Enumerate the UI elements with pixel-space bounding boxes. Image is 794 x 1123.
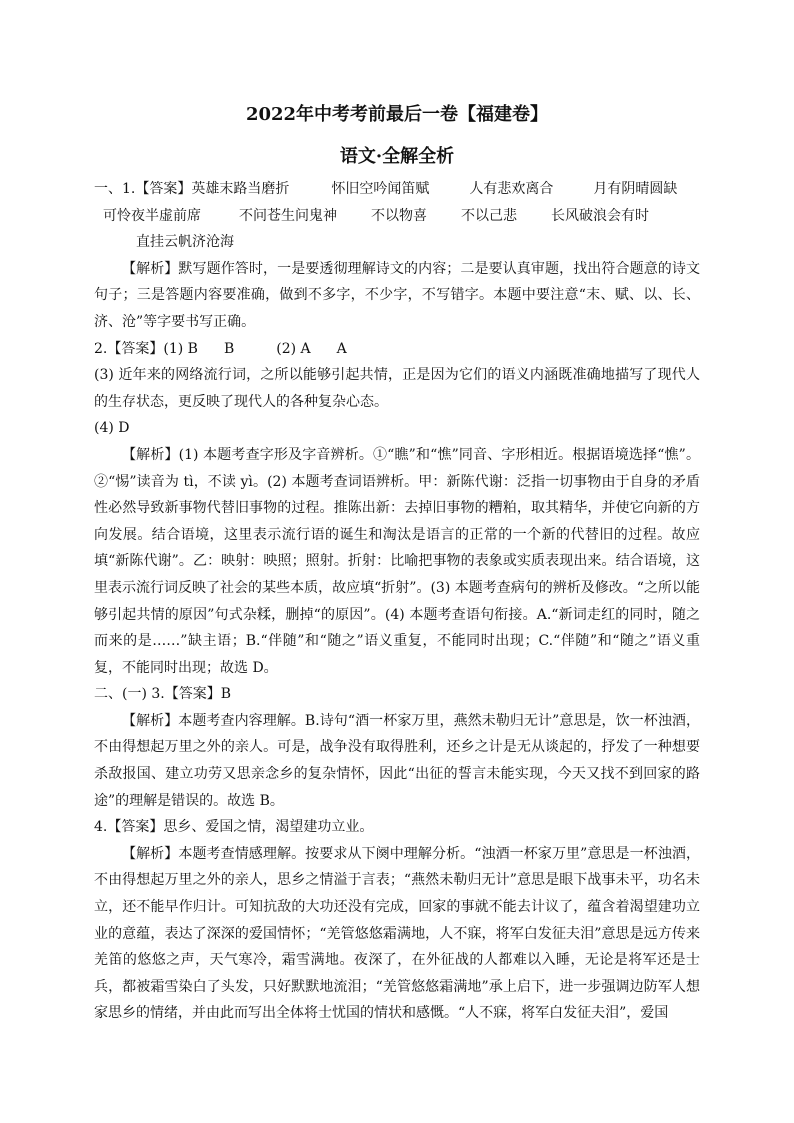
- q4-analysis: 【解析】本题考查情感理解。按要求从下阕中理解分析。“浊酒一杯家万里”意思是一杯浊酒，不由得想起万里之外的亲人，思乡之情溢于言表；“燕然未勒归无计”意思是眼下战事未平，功名未立，还不能早作归计。可知抗敌的大功还没有完成，回家的事就不能去计议了，蕴含着渴望建功立业的意蕴，表达了深深的爱国情怀；“羌管悠悠霜满地，人不寐，将军白发征夫泪”意思是远方传来羌笛的悠悠之声，天气寒冷，霜雪满地。夜深了，在外征战的人都难以入睡，无论是将军还是士兵，都被霜雪染白了头发，只好默默地流泪；“羌管悠悠霜满地”承上启下，进一步强调边防军人想家思乡的情绪，并由此而写出全体将士忧国的情状和感慨。“人不寐，将军白发征夫泪”，爱国: [94, 845, 700, 1022]
- q1-answer: 不以物喜: [371, 207, 427, 224]
- q2-answer-part: (2) A: [276, 340, 311, 357]
- q3-answer: 二、(一) 3.【答案】B: [94, 686, 232, 703]
- q1-answer: 不以己悲: [461, 207, 517, 224]
- q1-answer: 人有悲欢离合: [469, 181, 554, 197]
- q2-answer-part: B: [223, 340, 235, 357]
- q1-answer: 可怜夜半虚前席: [103, 207, 201, 224]
- q1-analysis: 【解析】默写题作答时，一是要透彻理解诗文的内容；二是要认真审题，找出符合题意的诗文句子；三是答题内容要准确，做到不多字，不少字，不写错字。本题中要注意“末、赋、以、长、济、沧”等字要书写正确。: [94, 260, 700, 330]
- q1-answer: 月有阴晴圆缺: [593, 181, 678, 197]
- q3-analysis: 【解析】本题考查内容理解。B.诗句“酒一杯家万里，燕然未勒归无计”意思是，饮一杯浊酒，不由得想起万里之外的亲人。可是，战争没有取得胜利，还乡之计是无从谈起的，抒发了一种想要杀敌报国、建立功劳又思亲念乡的复杂情怀，因此“出征的誓言未能实现，今天又找不到回家的路途”的理解是错误的。故选 B。: [94, 712, 700, 809]
- q1-answer: 长风破浪会有时: [551, 207, 649, 224]
- page-title: 2022年中考考前最后一卷【福建卷】: [245, 104, 549, 125]
- q2-answer-part4: (4) D: [94, 420, 130, 437]
- q1-answer-row-3: [94, 229, 700, 256]
- q2-answer-part: A: [336, 340, 347, 357]
- q1-answer-row-2: [94, 203, 700, 230]
- document-body: [94, 176, 700, 1027]
- q1-answer-row-1: [94, 176, 700, 203]
- q1-answer: 英雄末路当磨折: [191, 181, 290, 197]
- q1-answer: 不问苍生问鬼神: [239, 207, 337, 224]
- q1-prefix: 一、1.【答案】: [94, 181, 192, 197]
- q2-prefix: 2.【答案】: [94, 340, 164, 357]
- q4-answer: 4.【答案】思乡、爱国之情，渴望建功立业。: [94, 819, 374, 836]
- q2-analysis: 【解析】(1) 本题考查字形及字音辨析。①“瞧”和“憔”同音、字形相近。根据语境选择“憔”。②“惕”读音为 tì，不读 yì。(2) 本题考查词语辨析。甲：新陈代谢：泛指一切事物由于自身的矛盾性必然导致新事物代替旧事物的过程。推陈出新：去掉旧事物的糟粕，取其精华，并使它向新的方向发展。结合语境，这里表示流行语的诞生和淘汰是语言的正常的一个新的代替旧的过程。故应填“新陈代谢”。乙：映射：映照；照射。折射：比喻把事物的表象或实质表现出来。结合语境，这里表示流行词反映了社会的某些本质，故应填“折射”。(3) 本题考查病句的辨析及修改。“之所以能够引起共情的原因”句式杂糅，删掉“的原因”。(4) 本题考查语句衔接。A.“新词走红的同时，随之而来的是……”缺主语；B.“伴随”和“随之”语义重复，不能同时出现；C.“伴随”和“随之”语义重复，不能同时出现；故选 D。: [94, 446, 700, 676]
- q1-answer: 怀旧空吟闻笛赋: [331, 181, 430, 197]
- q2-answer-part3: (3) 近年来的网络流行词，之所以能够引起共情，正是因为它们的语义内涵既准确地描写了现代人的生存状态，更反映了现代人的各种复杂心态。: [94, 367, 700, 410]
- q1-answer: 直挂云帆济沧海: [136, 234, 234, 251]
- page-subtitle: 语文·全解全析: [339, 146, 455, 167]
- q2-answer-part: (1) B: [163, 340, 198, 357]
- q2-answer-row: [94, 336, 700, 363]
